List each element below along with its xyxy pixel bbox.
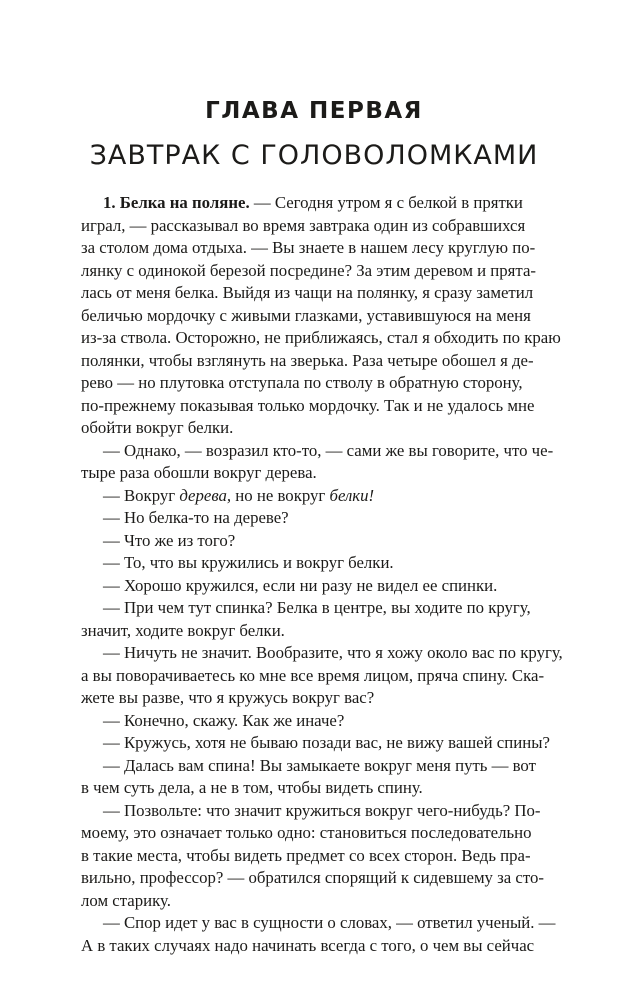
text-line: тыре раза обошли вокруг дерева. bbox=[81, 463, 317, 482]
text-line: обойти вокруг белки. bbox=[81, 418, 234, 437]
text-line: — Позвольте: что значит кружиться вокруг чего-нибудь? По- bbox=[103, 800, 541, 820]
text-line: 1. Белка на поляне. — Сегодня утром я с белкой в прятки bbox=[103, 193, 523, 212]
text-line: — При чем тут спинка? Белка в центре, вы ходите по кругу, bbox=[103, 598, 531, 617]
text-line: рево — но плутовка отступала по стволу в обратную сторону, bbox=[81, 373, 523, 392]
text-line: — Однако, — возразил кто-то, — сами же вы говорите, что че- bbox=[103, 440, 554, 460]
text-line: — Кружусь, хотя не бываю позади вас, не вижу вашей спины? bbox=[103, 733, 550, 752]
text-line: — Спор идет у вас в сущности о словах, — ответил ученый. — bbox=[103, 913, 556, 932]
text-line: по-прежнему показывая только мордочку. Так и не удалось мне bbox=[81, 395, 535, 415]
text-line: — Хорошо кружился, если ни разу не видел ее спинки. bbox=[103, 575, 498, 595]
text-line: А в таких случаях надо начинать всегда с того, о чем вы сейчас bbox=[81, 935, 535, 955]
body-text bbox=[81, 192, 581, 957]
text-line: — Конечно, скажу. Как же иначе? bbox=[103, 710, 345, 730]
text-line: лом старику. bbox=[81, 890, 171, 910]
text-line: за столом дома отдыха. — Вы знаете в нашем лесу круглую по- bbox=[81, 238, 536, 257]
text-line: — Ничуть не значит. Вообразите, что я хожу около вас по кругу, bbox=[103, 643, 563, 662]
italic-word: белки! bbox=[329, 485, 375, 505]
text-line: лась от меня белка. Выйдя из чащи на полянку, я сразу заметил bbox=[81, 283, 534, 302]
text-line: жете вы разве, что я кружусь вокруг вас? bbox=[81, 688, 375, 707]
text-line: лянку с одинокой березой посредине? За этим деревом и прята- bbox=[81, 260, 536, 280]
text-line: — То, что вы кружились и вокруг белки. bbox=[103, 553, 394, 572]
text-line: — Что же из того? bbox=[103, 530, 236, 550]
section-title: 1. Белка на поляне. bbox=[103, 193, 250, 212]
chapter-number-heading: ГЛАВА ПЕРВАЯ bbox=[205, 98, 423, 124]
text-line: полянки, чтобы взглянуть на зверька. Раза четыре обошел я де- bbox=[81, 350, 534, 370]
text-line: — Вокруг дерева, но не вокруг белки! bbox=[103, 485, 375, 505]
text-line: беличью мордочку с живыми глазками, уставившуюся на меня bbox=[81, 305, 531, 325]
text-line: а вы поворачиваетесь ко мне все время лицом, пряча спину. Ска- bbox=[81, 665, 545, 685]
italic-word: дерева, bbox=[179, 485, 232, 505]
chapter-title: ЗАВТРАК С ГОЛОВОЛОМКАМИ bbox=[89, 140, 539, 171]
text-line: из-за ствола. Осторожно, не приближаясь, стал я обходить по краю bbox=[81, 328, 561, 347]
text-line: значит, ходите вокруг белки. bbox=[81, 620, 285, 640]
text-line: — Далась вам спина! Вы замыкаете вокруг меня путь — вот bbox=[103, 755, 536, 775]
text-line: моему, это означает только одно: становиться последовательно bbox=[81, 823, 532, 842]
text-line: в такие места, чтобы видеть предмет со всех сторон. Ведь пра- bbox=[81, 845, 531, 865]
text-line: вильно, профессор? — обратился спорящий к сидевшему за сто- bbox=[81, 868, 544, 887]
text-line: играл, — рассказывал во время завтрака один из собравшихся bbox=[81, 215, 526, 235]
text-line: в чем суть дела, а не в том, чтобы видеть спину. bbox=[81, 778, 423, 797]
text-line: — Но белка-то на дереве? bbox=[103, 508, 289, 527]
